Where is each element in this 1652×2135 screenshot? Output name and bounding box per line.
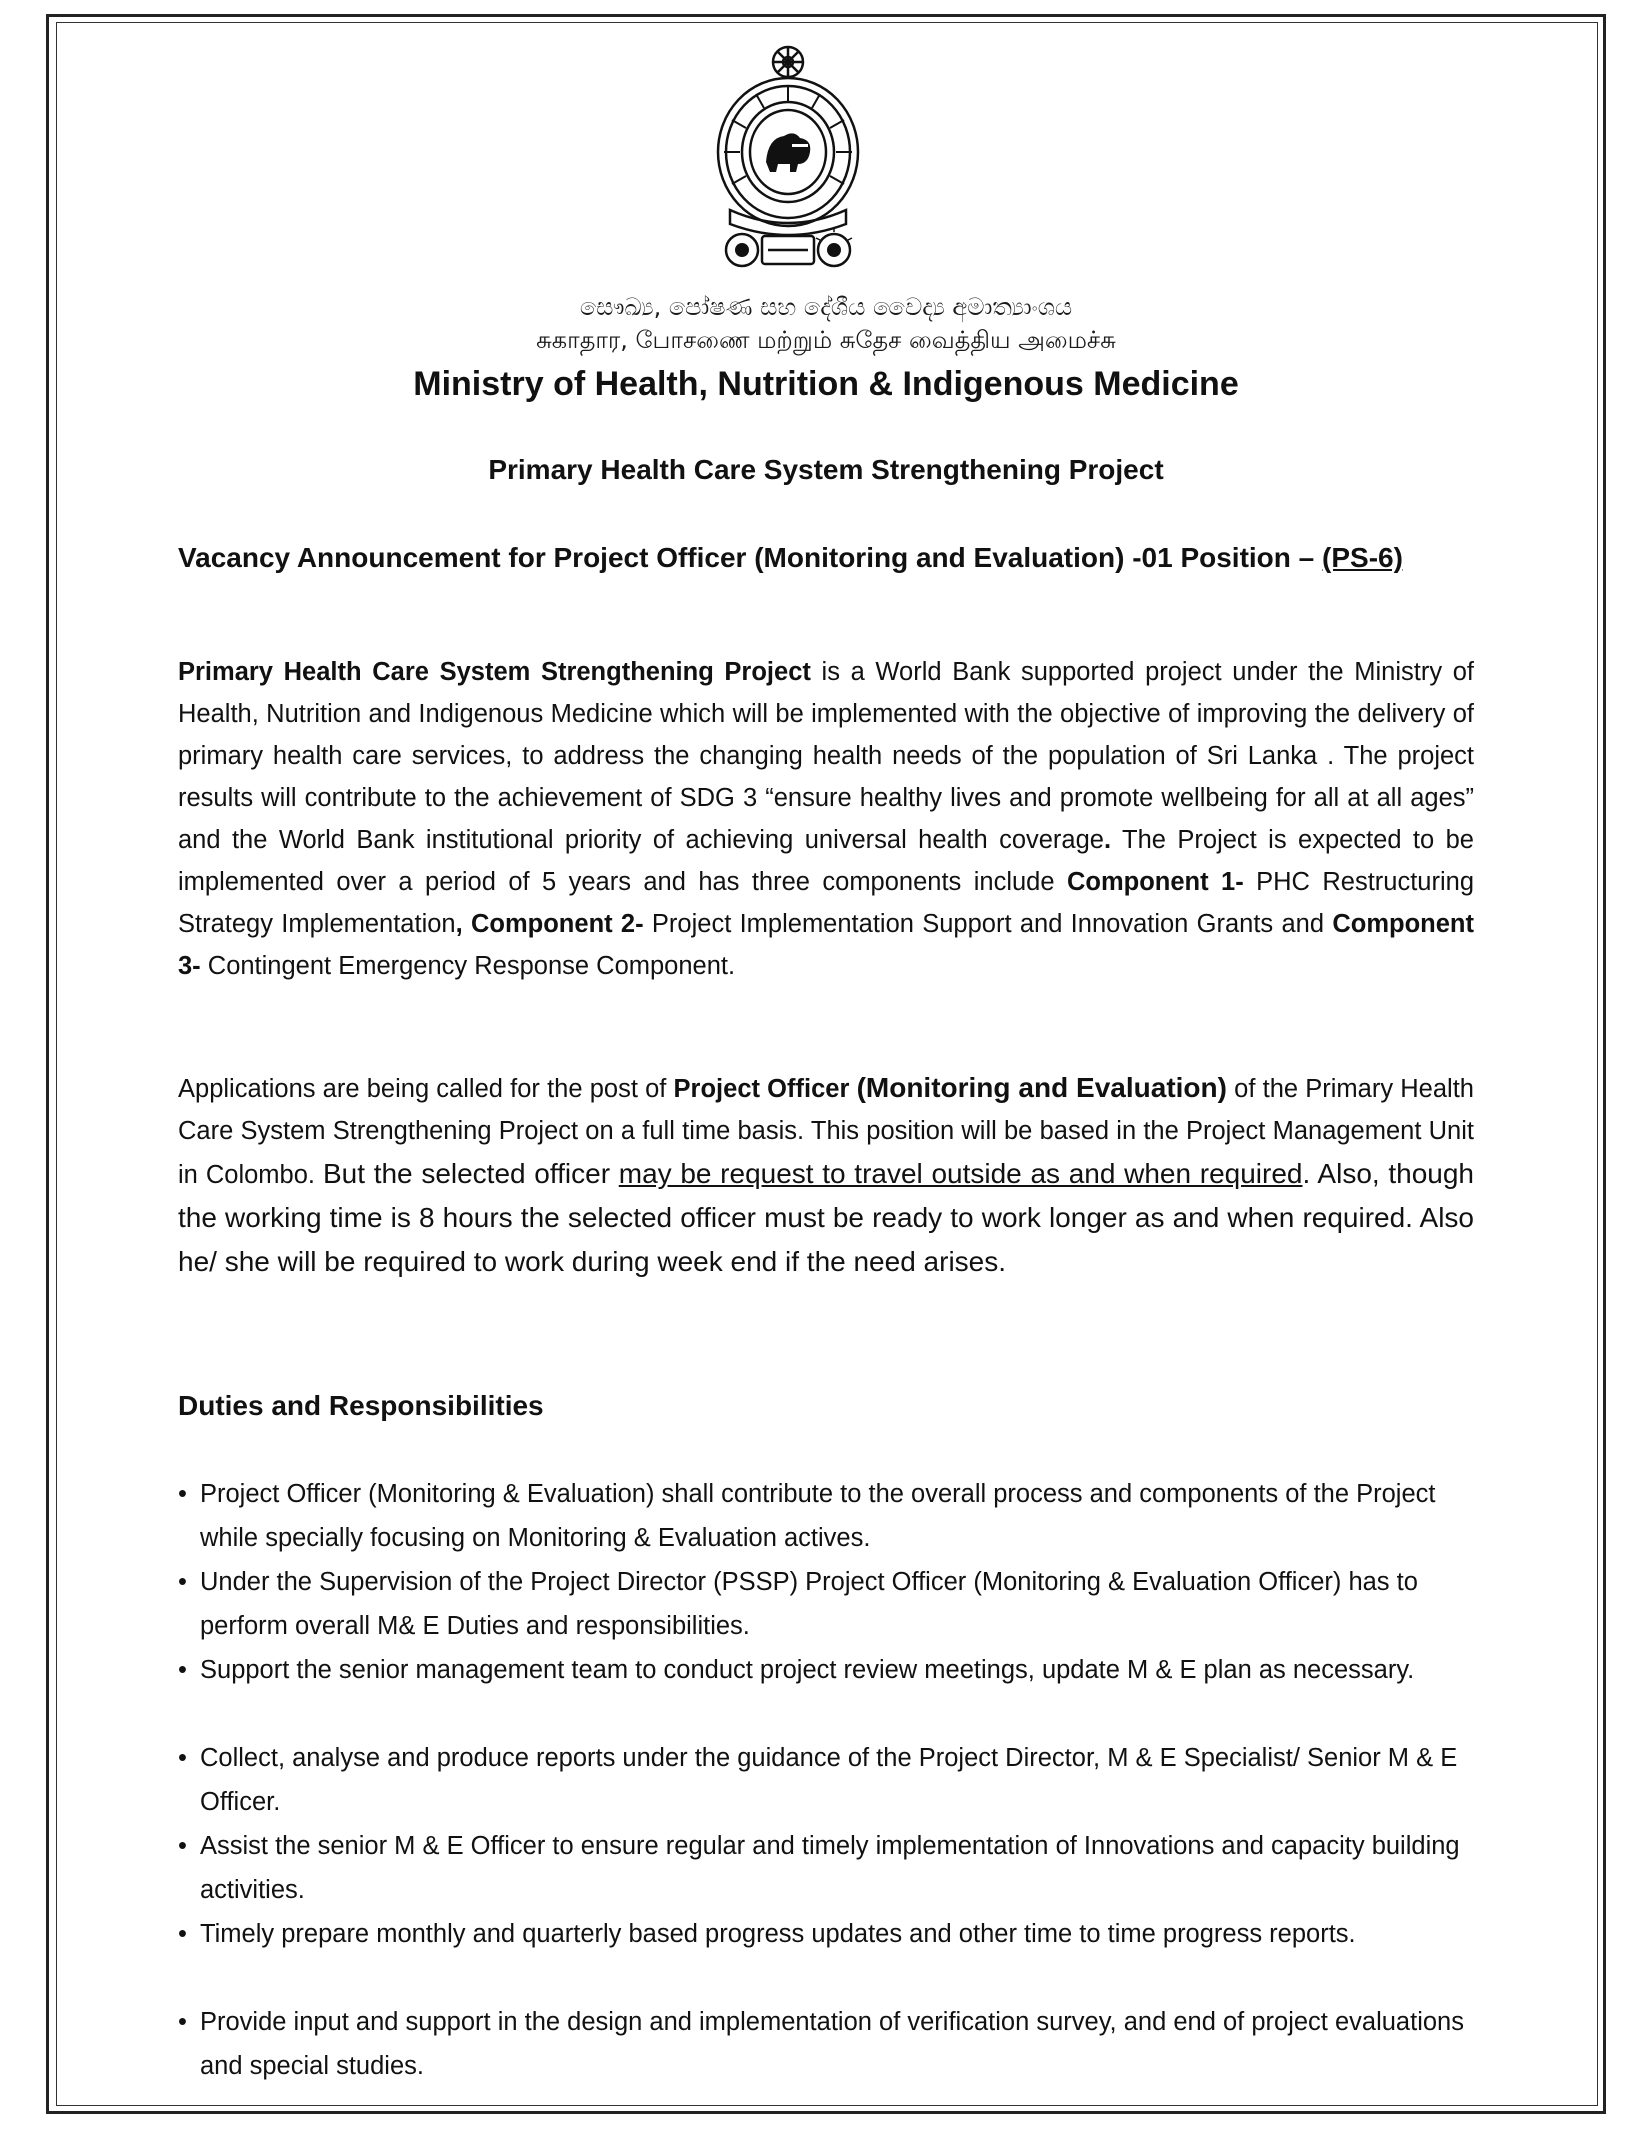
sri-lanka-emblem-icon	[708, 40, 868, 276]
intro-project-name: Primary Health Care System Strengthening Project	[178, 658, 811, 686]
intro-component-1: Component 1-	[1066, 868, 1244, 896]
bullet-icon: •	[178, 1920, 187, 1948]
intro-text-4: Project Implementation Support and Innovation Grants and	[643, 910, 1333, 938]
list-item	[178, 1912, 1478, 2000]
applications-text-1: Applications are being called for the post of	[178, 1075, 674, 1103]
list-item	[178, 1736, 1478, 1824]
duty-text: Timely prepare monthly and quarterly based progress updates and other time to time progress reports.	[200, 1920, 1356, 1948]
list-item	[178, 1648, 1478, 1736]
bullet-icon: •	[178, 1656, 187, 1684]
intro-text-1: is a World Bank supported project under the Ministry of Health, Nutrition and Indigenous Medicine which will be implemented with the objective of improving the delivery of primary health care services, to address the changing health needs of the population of Sri Lanka . The project results will contribute to the achievement of SDG 3 “ensure healthy lives and promote wellbeing for all at all ages” and the World Bank institutional priority of achieving universal health coverage	[178, 658, 1474, 854]
applications-text-4: . Also, though the working time is 8 hours the selected officer must be ready to work longer as and when required. Also he/ she will be required to work during week end if the need arises.	[178, 1158, 1475, 1277]
bullet-icon: •	[178, 2008, 187, 2036]
ministry-name-english: Ministry of Health, Nutrition & Indigenous Medicine	[413, 365, 1239, 403]
duty-text: Support the senior management team to conduct project review meetings, update M & E plan as necessary.	[200, 1656, 1415, 1684]
intro-paragraph	[178, 651, 1474, 987]
bullet-icon: •	[178, 1568, 187, 1596]
vacancy-title-text: Vacancy Announcement for Project Officer (Monitoring and Evaluation) -01 Position –	[178, 542, 1323, 573]
list-item	[178, 2000, 1478, 2088]
intro-text-3: PHC Restructuring Strategy Implementation	[178, 868, 1474, 938]
bullet-icon: •	[178, 1832, 187, 1860]
duty-text: Collect, analyse and produce reports under the guidance of the Project Director, M & E Specialist/ Senior M & E Officer.	[200, 1744, 1458, 1816]
duties-list	[178, 1472, 1478, 2088]
duties-heading: Duties and Responsibilities	[178, 1390, 544, 1421]
applications-post-2: (Monitoring and Evaluation)	[856, 1072, 1227, 1103]
intro-text-5: Contingent Emergency Response Component.	[200, 952, 736, 980]
bullet-icon: •	[178, 1744, 187, 1772]
duty-text: Under the Supervision of the Project Director (PSSP) Project Officer (Monitoring & Evaluation Officer) has to perform overall M& E Duties and responsibilities.	[200, 1568, 1418, 1640]
bullet-icon: •	[178, 1480, 187, 1508]
applications-post-1: Project Officer	[673, 1075, 857, 1103]
vacancy-code: (PS-6)	[1322, 542, 1403, 573]
list-item	[178, 1472, 1478, 1560]
intro-component-2: , Component 2-	[455, 910, 644, 938]
applications-text-3: But the selected officer	[322, 1158, 619, 1189]
list-item	[178, 1824, 1478, 1912]
intro-component-3: Component 3-	[178, 910, 1474, 980]
applications-travel-note: may be request to travel outside as and when required	[618, 1158, 1303, 1189]
ministry-name-sinhala: සෞඛ්‍ය, පෝෂණ සහ දේශීය වෛද්‍ය අමාත්‍යාංශය	[579, 293, 1073, 321]
ministry-name-tamil: சுகாதார, போசணை மற்றும் சுதேச வைத்திய அமைச்சு	[536, 326, 1116, 354]
project-title: Primary Health Care System Strengthening Project	[488, 454, 1164, 485]
intro-text-2: The Project is expected to be implemented over a period of 5 years and has three components include	[178, 826, 1474, 896]
vacancy-title	[178, 542, 1478, 574]
applications-paragraph	[178, 1066, 1474, 1284]
applications-text-2: of the Primary Health Care System Strengthening Project on a full time basis. This position will be based in the Project Management Unit in Colombo.	[178, 1075, 1474, 1189]
intro-period: .	[1103, 826, 1112, 854]
duty-text: Project Officer (Monitoring & Evaluation) shall contribute to the overall process and components of the Project while specially focusing on Monitoring & Evaluation actives.	[200, 1480, 1436, 1552]
duty-text: Provide input and support in the design and implementation of verification survey, and end of project evaluations and special studies.	[200, 2008, 1464, 2080]
duty-text: Assist the senior M & E Officer to ensure regular and timely implementation of Innovations and capacity building activities.	[200, 1832, 1460, 1904]
list-item	[178, 1560, 1478, 1648]
